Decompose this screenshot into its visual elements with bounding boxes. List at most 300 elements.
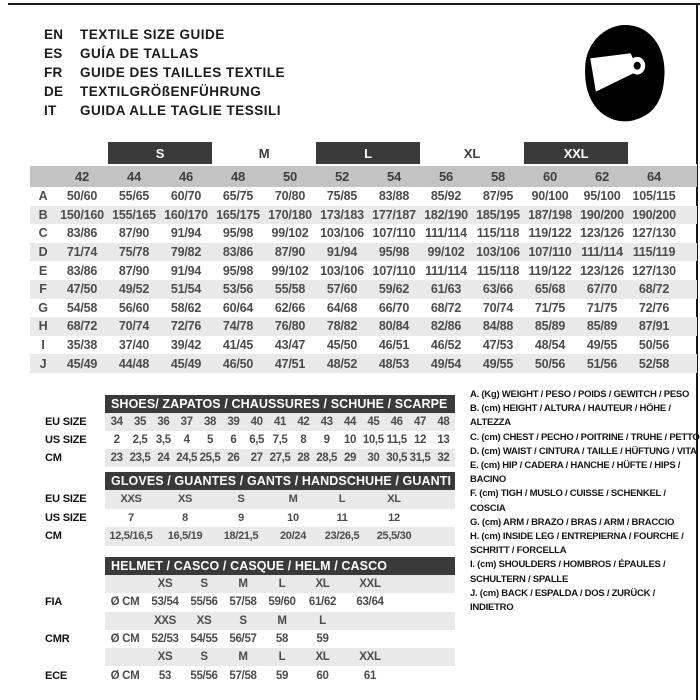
measurement-cell: 54/58 bbox=[66, 300, 98, 315]
table-cell: 24,5 bbox=[176, 452, 198, 464]
row-side-label bbox=[30, 575, 105, 593]
measurement-cell: 75/85 bbox=[326, 189, 358, 204]
measurement-cell: 105/115 bbox=[632, 189, 676, 204]
table-cell: M bbox=[238, 578, 248, 591]
measurement-cell: 87/90 bbox=[118, 263, 150, 278]
spacer-cell bbox=[680, 299, 697, 318]
measurement-cell: 177/187 bbox=[372, 207, 416, 222]
table-cell: 31,5 bbox=[409, 452, 431, 464]
measurement-cell: 115/118 bbox=[476, 263, 520, 278]
measurement-row-label: I bbox=[41, 338, 45, 353]
table-cell: 60 bbox=[316, 669, 329, 682]
legend-item: I. (cm) SHOULDERS / HOMBROS / ÉPAULES / SCHULTERN / SPALLE bbox=[470, 559, 666, 585]
table-cell: 2,5 bbox=[132, 434, 148, 446]
spacer-cell bbox=[680, 206, 697, 225]
table-cell: 9 bbox=[323, 434, 330, 446]
spacer-cell bbox=[680, 165, 697, 187]
table-cell: S bbox=[200, 578, 208, 591]
table-cell: XS bbox=[177, 493, 193, 506]
table-cell: 55/56 bbox=[190, 669, 218, 682]
row-side-label: FIA bbox=[45, 596, 63, 609]
measurement-cell: 72/76 bbox=[170, 319, 202, 334]
measurement-cell: 45/49 bbox=[170, 356, 202, 371]
measurement-cell: 82/86 bbox=[430, 319, 462, 334]
measurement-row-label: F bbox=[39, 282, 47, 297]
spacer-cell bbox=[680, 354, 697, 373]
measurement-cell: 74/78 bbox=[222, 319, 254, 334]
measurement-cell: 48/52 bbox=[326, 356, 358, 371]
legend-item: G. (cm) ARM / BRAZO / BRAS / ARM / BRACCIO bbox=[470, 516, 675, 528]
size-column-header: 54 bbox=[368, 165, 420, 187]
measurement-row-label: G bbox=[38, 300, 48, 315]
table-cell: 7 bbox=[128, 511, 134, 524]
measurement-cell: 46/51 bbox=[378, 338, 410, 353]
row-side-label: CM bbox=[45, 530, 62, 543]
measurement-cell: 43/47 bbox=[274, 338, 306, 353]
table-cell: Ø CM bbox=[110, 596, 140, 609]
table-cell: 12 bbox=[388, 511, 400, 524]
measurement-cell: 65/75 bbox=[222, 189, 254, 204]
measurement-cell: 107/110 bbox=[372, 226, 416, 241]
table-cell: 37 bbox=[180, 416, 193, 428]
table-cell: XL bbox=[387, 493, 401, 506]
measurement-cell: 50/60 bbox=[66, 189, 98, 204]
table-cell: 57/58 bbox=[229, 669, 257, 682]
size-band-l: L bbox=[316, 142, 420, 165]
table-cell: 47 bbox=[413, 416, 426, 428]
language-code: ES bbox=[44, 46, 63, 61]
measurement-cell: 83/86 bbox=[66, 226, 98, 241]
table-cell: 12,5/16,5 bbox=[109, 530, 153, 543]
table-cell: 34 bbox=[110, 416, 123, 428]
measurement-cell: 44/48 bbox=[118, 356, 150, 371]
table-cell: XXL bbox=[359, 578, 381, 591]
measurement-cell: 107/110 bbox=[528, 245, 572, 260]
spacer-cell bbox=[628, 142, 680, 165]
row-side-label: EU SIZE bbox=[45, 416, 87, 428]
table-cell: XXS bbox=[120, 493, 142, 506]
measurement-cell: 103/106 bbox=[320, 263, 364, 278]
measurement-cell: 119/122 bbox=[528, 263, 572, 278]
table-row bbox=[30, 593, 460, 611]
measurement-cell: 47/50 bbox=[66, 282, 98, 297]
measurement-cell: 182/190 bbox=[424, 207, 468, 222]
measurement-cell: 65/68 bbox=[534, 282, 566, 297]
numeric-size-header-row bbox=[30, 165, 697, 187]
table-cell: 10,5 bbox=[362, 434, 384, 446]
measurement-cell: 49/55 bbox=[586, 338, 618, 353]
measurement-cell: 59/62 bbox=[378, 282, 410, 297]
row-strip bbox=[105, 449, 455, 467]
measurement-cell: 35/38 bbox=[66, 338, 98, 353]
table-cell: 13 bbox=[437, 434, 450, 446]
spacer-cell bbox=[680, 187, 697, 206]
measurement-cell: 51/56 bbox=[586, 356, 618, 371]
measurement-cell: 80/84 bbox=[378, 319, 410, 334]
measurement-cell: 51/54 bbox=[170, 282, 202, 297]
measurement-cell: 115/118 bbox=[476, 226, 520, 241]
language-code: IT bbox=[44, 103, 57, 118]
row-side-label: EU SIZE bbox=[45, 493, 87, 506]
table-cell: 10 bbox=[287, 511, 299, 524]
table-cell: XXS bbox=[153, 614, 177, 627]
table-cell: 40 bbox=[250, 416, 263, 428]
table-cell: 10 bbox=[343, 434, 356, 446]
measurement-cell: 72/76 bbox=[638, 300, 670, 315]
size-column-header: 58 bbox=[472, 165, 524, 187]
spacer-cell bbox=[30, 165, 56, 187]
row-strip bbox=[105, 575, 455, 593]
table-cell: 45 bbox=[367, 416, 380, 428]
measurement-cell: 83/86 bbox=[66, 263, 98, 278]
page-border-top bbox=[8, 3, 700, 5]
table-cell: 57/58 bbox=[229, 596, 257, 609]
measurement-cell: 68/72 bbox=[66, 319, 98, 334]
measurement-cell: 87/90 bbox=[274, 245, 306, 260]
size-column-header: 60 bbox=[524, 165, 576, 187]
table-cell: 12 bbox=[413, 434, 426, 446]
size-band-xl: XL bbox=[420, 142, 524, 165]
measurement-cell: 127/130 bbox=[632, 263, 676, 278]
measurement-cell: 107/110 bbox=[372, 263, 416, 278]
table-cell: 2 bbox=[113, 434, 120, 446]
table-cell: L bbox=[338, 493, 346, 506]
shoes-section-title: SHOES/ ZAPATOS / CHAUSSURES / SCHUHE / SCARPE bbox=[111, 397, 448, 411]
table-cell: 59 bbox=[316, 633, 329, 646]
table-cell: 36 bbox=[157, 416, 170, 428]
measurement-cell: 90/100 bbox=[531, 189, 569, 204]
legend-item: C. (cm) CHEST / PECHO / POITRINE / TRUHE / PETTO bbox=[470, 431, 700, 443]
spacer-cell bbox=[680, 280, 697, 299]
helmet-section-header bbox=[105, 557, 455, 575]
spacer-cell bbox=[680, 142, 697, 165]
measurement-cell: 185/195 bbox=[476, 207, 520, 222]
measurement-cell: 76/80 bbox=[274, 319, 306, 334]
measurement-cell: 53/56 bbox=[222, 282, 254, 297]
table-cell: 9 bbox=[238, 511, 244, 524]
row-side-label: US SIZE bbox=[45, 511, 87, 524]
measurement-cell: 63/66 bbox=[482, 282, 514, 297]
table-cell: S bbox=[200, 651, 208, 664]
table-cell: 29 bbox=[343, 452, 356, 464]
spacer-cell bbox=[680, 261, 697, 280]
table-cell: 54/55 bbox=[190, 633, 218, 646]
table-row bbox=[30, 527, 460, 546]
table-cell: XXL bbox=[359, 651, 381, 664]
measurement-cell: 87/91 bbox=[638, 319, 670, 334]
table-cell: L bbox=[278, 578, 286, 591]
table-row bbox=[30, 509, 460, 528]
table-row bbox=[30, 630, 460, 648]
table-cell: 27,5 bbox=[269, 452, 291, 464]
spacer-cell bbox=[680, 336, 697, 355]
helmet-section bbox=[30, 557, 460, 685]
measurement-row-label: B bbox=[38, 207, 48, 222]
table-cell: 61/62 bbox=[308, 596, 337, 609]
table-cell: XS bbox=[196, 614, 212, 627]
table-cell: Ø CM bbox=[110, 669, 140, 682]
measurement-cell: 99/102 bbox=[427, 245, 465, 260]
table-cell: 43 bbox=[320, 416, 333, 428]
measurement-cell: 50/56 bbox=[534, 356, 566, 371]
size-column-header: 44 bbox=[108, 165, 160, 187]
measurement-cell: 49/52 bbox=[118, 282, 150, 297]
measurement-cell: 68/72 bbox=[430, 300, 462, 315]
spacer-cell bbox=[30, 142, 56, 165]
table-cell: S bbox=[239, 614, 247, 627]
measurement-cell: 61/63 bbox=[430, 282, 462, 297]
measurement-cell: 95/98 bbox=[222, 263, 254, 278]
table-cell: 44 bbox=[343, 416, 356, 428]
measurement-cell: 46/52 bbox=[430, 338, 462, 353]
measurement-cell: 60/70 bbox=[170, 189, 202, 204]
table-cell: 58 bbox=[275, 633, 289, 646]
language-row bbox=[44, 44, 285, 63]
table-cell: M bbox=[277, 614, 287, 627]
measurement-cell: 99/102 bbox=[271, 226, 309, 241]
measurement-row bbox=[30, 354, 697, 373]
measurement-cell: 45/49 bbox=[66, 356, 98, 371]
measurement-cell: 95/98 bbox=[222, 226, 254, 241]
size-band-m: M bbox=[212, 142, 316, 165]
language-title: GUIDE DES TAILLES TEXTILE bbox=[80, 65, 286, 80]
table-cell: 46 bbox=[390, 416, 403, 428]
measurement-row-label: H bbox=[38, 319, 48, 334]
measurement-cell: 127/130 bbox=[632, 226, 676, 241]
gloves-section-header bbox=[105, 472, 455, 490]
measurement-cell: 48/54 bbox=[534, 338, 566, 353]
table-cell: 25,5 bbox=[199, 452, 221, 464]
table-cell: M bbox=[238, 651, 248, 664]
measurement-cell: 85/89 bbox=[534, 319, 566, 334]
language-row bbox=[44, 101, 285, 120]
spacer-cell bbox=[680, 243, 697, 262]
measurement-row bbox=[30, 206, 697, 225]
measurement-cell: 111/114 bbox=[425, 226, 467, 241]
measurement-cell: 119/122 bbox=[528, 226, 572, 241]
table-cell: 28,5 bbox=[316, 452, 338, 464]
table-cell: L bbox=[319, 614, 326, 627]
table-cell: 11,5 bbox=[386, 434, 407, 446]
measurement-cell: 70/80 bbox=[274, 189, 306, 204]
language-row bbox=[44, 63, 285, 82]
measurement-cell: 52/58 bbox=[638, 356, 670, 371]
row-side-label bbox=[30, 612, 105, 630]
measurement-cell: 79/82 bbox=[170, 245, 202, 260]
measurement-row-label: J bbox=[39, 356, 47, 371]
measurement-cell: 60/64 bbox=[222, 300, 254, 315]
measurement-cell: 64/68 bbox=[326, 300, 358, 315]
measurement-cell: 84/88 bbox=[482, 319, 514, 334]
measurement-row bbox=[30, 280, 697, 299]
size-band-xxl: XXL bbox=[524, 142, 628, 165]
size-column-header: 62 bbox=[576, 165, 628, 187]
row-side-label: CM bbox=[45, 452, 62, 464]
legend-item: F. (cm) TIGH / MUSLO / CUISSE / SCHENKEL / COSCIA bbox=[470, 488, 666, 514]
measurement-cell: 70/74 bbox=[118, 319, 150, 334]
measurement-cell: 123/126 bbox=[580, 263, 624, 278]
row-side-label: US SIZE bbox=[45, 434, 87, 446]
helmet-rows bbox=[30, 575, 460, 685]
measurement-row bbox=[30, 224, 697, 243]
table-row bbox=[30, 666, 460, 684]
measurement-cell: 55/65 bbox=[118, 189, 150, 204]
measurement-cell: 71/74 bbox=[66, 245, 98, 260]
measurement-cell: 70/74 bbox=[482, 300, 514, 315]
measurement-cell: 111/114 bbox=[425, 263, 467, 278]
table-cell: XL bbox=[315, 651, 330, 664]
measurement-cell: 83/86 bbox=[222, 245, 254, 260]
measurement-cell: 75/78 bbox=[118, 245, 150, 260]
table-row bbox=[30, 490, 460, 509]
shoes-rows bbox=[30, 413, 460, 467]
table-row bbox=[30, 648, 460, 666]
spacer-cell bbox=[680, 224, 697, 243]
table-cell: 39 bbox=[227, 416, 240, 428]
measurement-row bbox=[30, 261, 697, 280]
measurement-cell: 91/94 bbox=[170, 263, 202, 278]
measurement-cell: 45/50 bbox=[326, 338, 358, 353]
legend-item: H. (cm) INSIDE LEG / ENTREPIERNA / FOURCHE / SCHRITT / FORCELLA bbox=[470, 531, 684, 557]
shoes-section-header bbox=[105, 395, 455, 413]
table-cell: 59/60 bbox=[268, 596, 296, 609]
table-cell: 48 bbox=[437, 416, 450, 428]
table-cell: 25,5/30 bbox=[376, 530, 412, 543]
measurement-row bbox=[30, 187, 697, 206]
measurement-cell: 56/60 bbox=[118, 300, 150, 315]
table-cell: S bbox=[237, 493, 245, 506]
table-cell: 28 bbox=[297, 452, 310, 464]
row-strip bbox=[105, 666, 455, 684]
measurement-row bbox=[30, 243, 697, 262]
measurement-legend bbox=[470, 388, 700, 615]
measurement-row-label: C bbox=[38, 226, 48, 241]
table-row bbox=[30, 449, 460, 467]
shoes-section bbox=[30, 395, 460, 467]
row-strip bbox=[105, 413, 455, 431]
measurement-cell: 58/62 bbox=[170, 300, 202, 315]
size-band-s: S bbox=[108, 142, 212, 165]
table-cell: M bbox=[288, 493, 298, 506]
size-column-header: 42 bbox=[56, 165, 108, 187]
language-title: TEXTILE SIZE GUIDE bbox=[80, 27, 225, 42]
row-strip bbox=[105, 612, 455, 630]
measurement-row-label: E bbox=[38, 263, 48, 278]
measurement-cell: 91/94 bbox=[170, 226, 202, 241]
table-cell: 63/64 bbox=[356, 596, 384, 609]
measurement-cell: 46/50 bbox=[222, 356, 254, 371]
row-strip bbox=[105, 527, 455, 546]
language-code: FR bbox=[44, 65, 63, 80]
table-cell: 4 bbox=[183, 434, 190, 446]
measurement-cell: 173/183 bbox=[320, 207, 364, 222]
language-title: GUÍA DE TALLAS bbox=[80, 46, 199, 61]
table-cell: 26 bbox=[227, 452, 240, 464]
language-row bbox=[44, 82, 285, 101]
measurement-row bbox=[30, 317, 697, 336]
racing-helmet-icon bbox=[578, 22, 672, 126]
legend-item: E. (cm) HIP / CADERA / HANCHE / HÜFTE / HIPS / BACINO bbox=[470, 460, 681, 486]
table-cell: 23,5 bbox=[129, 452, 151, 464]
size-column-header: 52 bbox=[316, 165, 368, 187]
racing-helmet-svg bbox=[578, 22, 672, 126]
measurement-cell: 91/94 bbox=[326, 245, 358, 260]
table-cell: 42 bbox=[297, 416, 310, 428]
legend-item: A. (Kg) WEIGHT / PESO / POIDS / GEWITCH / PESO bbox=[470, 389, 690, 400]
gloves-rows bbox=[30, 490, 460, 546]
measurement-cell: 155/165 bbox=[112, 207, 156, 222]
table-cell: 6,5 bbox=[249, 434, 265, 446]
measurement-cell: 170/180 bbox=[268, 207, 312, 222]
measurement-cell: 85/89 bbox=[586, 319, 618, 334]
legend-item: D. (cm) WAIST / CINTURA / TAILLE / HÜFTUNG / VITA bbox=[470, 445, 697, 457]
table-row bbox=[30, 431, 460, 449]
size-column-header: 46 bbox=[160, 165, 212, 187]
size-column-header: 48 bbox=[212, 165, 264, 187]
row-side-label: CMR bbox=[45, 633, 70, 646]
measurement-cell: 49/55 bbox=[482, 356, 514, 371]
table-cell: 16,5/19 bbox=[167, 530, 203, 543]
table-cell: L bbox=[278, 651, 286, 664]
table-cell: XS bbox=[157, 651, 173, 664]
measurement-cell: 62/66 bbox=[274, 300, 306, 315]
table-row bbox=[30, 575, 460, 593]
table-cell: 27 bbox=[250, 452, 263, 464]
table-cell: 23 bbox=[110, 452, 123, 464]
main-size-table bbox=[30, 142, 697, 373]
language-title: TEXTILGRÖßENFÜHRUNG bbox=[80, 84, 262, 99]
measurement-cell: 68/72 bbox=[638, 282, 670, 297]
measurement-row-label: D bbox=[38, 245, 48, 260]
table-cell: 53/54 bbox=[151, 596, 179, 609]
measurement-row bbox=[30, 336, 697, 355]
main-size-table-wrap bbox=[30, 142, 697, 373]
table-cell: XS bbox=[157, 578, 173, 591]
table-cell: 11 bbox=[336, 511, 348, 524]
table-cell: 41 bbox=[273, 416, 286, 428]
table-cell: 53 bbox=[158, 669, 172, 682]
measurement-row bbox=[30, 299, 697, 318]
measurement-cell: 49/54 bbox=[430, 356, 462, 371]
spacer-cell bbox=[56, 142, 108, 165]
table-cell: 7,5 bbox=[272, 434, 288, 446]
row-strip bbox=[105, 509, 455, 528]
measurement-cell: 67/70 bbox=[586, 282, 618, 297]
table-cell: 55/56 bbox=[190, 596, 218, 609]
row-side-label bbox=[30, 648, 105, 666]
measurement-cell: 48/53 bbox=[378, 356, 410, 371]
measurement-cell: 115/119 bbox=[632, 245, 676, 260]
table-cell: 52/53 bbox=[151, 633, 179, 646]
size-column-header: 56 bbox=[420, 165, 472, 187]
measurement-cell: 123/126 bbox=[580, 226, 624, 241]
table-cell: 23/26,5 bbox=[324, 530, 360, 543]
table-row bbox=[30, 612, 460, 630]
table-cell: 6 bbox=[230, 434, 237, 446]
table-cell: 32 bbox=[437, 452, 450, 464]
measurement-cell: 99/102 bbox=[271, 263, 309, 278]
measurement-cell: 66/70 bbox=[378, 300, 410, 315]
row-strip bbox=[105, 490, 455, 509]
table-cell: 24 bbox=[157, 452, 170, 464]
table-cell: 56/57 bbox=[229, 633, 257, 646]
table-cell: 8 bbox=[182, 511, 188, 524]
measurement-cell: 71/75 bbox=[586, 300, 618, 315]
legend-item: J. (cm) BACK / ESPALDA / DOS / ZURÜCK / INDIETRO bbox=[470, 587, 656, 614]
measurement-cell: 190/200 bbox=[632, 207, 676, 222]
measurement-cell: 83/88 bbox=[378, 189, 410, 204]
table-cell: 20/24 bbox=[279, 530, 307, 543]
